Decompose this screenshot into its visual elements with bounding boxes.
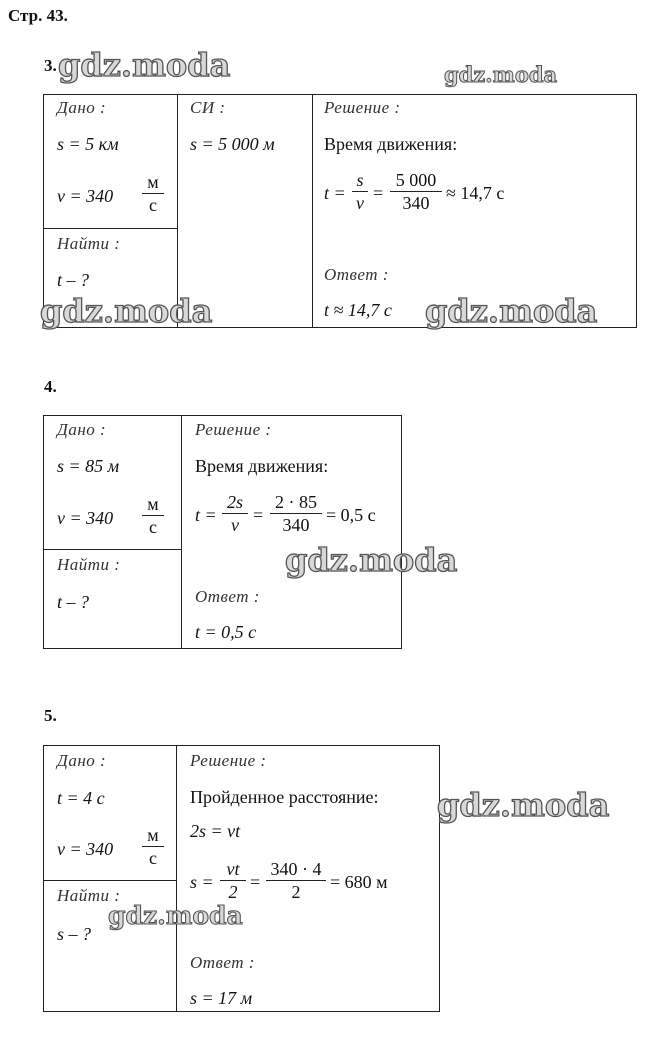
answer-label: Ответ : <box>190 953 255 972</box>
fraction-numerator: s <box>356 170 364 190</box>
given-speed: v = 340 <box>57 508 114 528</box>
given-label: Дано : <box>57 420 107 439</box>
solution-title: Пройденное расстояние: <box>190 787 379 807</box>
solution-label: Решение : <box>190 751 267 770</box>
equation-lhs: t = <box>195 505 217 525</box>
given-label: Дано : <box>57 751 107 770</box>
equation-lhs: t = <box>324 183 346 203</box>
formula-fraction <box>352 170 368 213</box>
divider <box>181 415 182 649</box>
given-distance: s = 5 км <box>57 134 119 154</box>
speed-unit-fraction <box>142 494 164 537</box>
unit-denominator: с <box>149 517 157 537</box>
find-label: Найти : <box>57 234 121 253</box>
fraction-numerator: 340 · 4 <box>270 859 322 879</box>
watermark-logo: gdz.moda <box>444 62 558 87</box>
fraction-denominator: 2 <box>228 882 238 902</box>
fraction-denominator: 340 <box>282 515 310 535</box>
find-label: Найти : <box>57 886 121 905</box>
divider <box>43 880 176 881</box>
answer-label: Ответ : <box>324 265 389 284</box>
watermark-logo: gdz.moda <box>425 292 598 330</box>
divider <box>43 228 177 229</box>
fraction-numerator: vt <box>226 859 240 879</box>
si-distance: s = 5 000 м <box>190 134 275 154</box>
unit-numerator: м <box>147 172 159 192</box>
equation-result: = 0,5 с <box>326 505 376 525</box>
fraction-denominator: 2 <box>291 882 301 902</box>
watermark-logo: gdz.moda <box>285 541 458 579</box>
equals-sign: = <box>253 505 264 525</box>
find-label: Найти : <box>57 555 121 574</box>
given-speed: v = 340 <box>57 839 114 859</box>
answer-value: t ≈ 14,7 с <box>324 300 392 320</box>
answer-value: s = 17 м <box>190 988 253 1008</box>
equation-result: ≈ 14,7 с <box>446 183 505 203</box>
fraction-numerator: 2s <box>226 492 243 512</box>
answer-value: t = 0,5 с <box>195 622 257 642</box>
watermark-logo: gdz.moda <box>40 292 213 330</box>
find-value: t – ? <box>57 270 90 290</box>
unit-denominator: с <box>149 195 157 215</box>
answer-label: Ответ : <box>195 587 260 606</box>
equals-sign: = <box>250 872 261 892</box>
speed-unit-fraction <box>142 172 164 215</box>
given-label: Дано : <box>57 98 107 117</box>
fraction-denominator: 340 <box>402 193 430 213</box>
formula-fraction <box>222 492 248 535</box>
watermark-logo: gdz.moda <box>58 46 231 84</box>
equation-step: 2s = vt <box>190 821 241 841</box>
solution-title: Время движения: <box>195 456 329 476</box>
solution-label: Решение : <box>324 98 401 117</box>
unit-numerator: м <box>147 494 159 514</box>
fraction-denominator: v <box>356 193 364 213</box>
si-label: СИ : <box>190 98 226 117</box>
find-value: s – ? <box>57 924 92 944</box>
fraction-numerator: 5 000 <box>395 170 437 190</box>
unit-numerator: м <box>147 825 159 845</box>
speed-unit-fraction <box>142 825 164 868</box>
find-value: t – ? <box>57 592 90 612</box>
solution-label: Решение : <box>195 420 272 439</box>
problem-3-number: 3. <box>44 56 57 75</box>
divider <box>312 94 313 328</box>
unit-denominator: с <box>149 848 157 868</box>
formula-fraction <box>220 859 246 902</box>
value-fraction <box>390 170 442 213</box>
problem-5-number: 5. <box>44 706 57 725</box>
given-distance: s = 85 м <box>57 456 120 476</box>
given-time: t = 4 с <box>57 788 105 808</box>
page-reference: Стр. 43. <box>8 6 68 25</box>
watermark-logo: gdz.moda <box>108 901 243 930</box>
fraction-numerator: 2 · 85 <box>275 492 317 512</box>
equation-result: = 680 м <box>330 872 388 892</box>
fraction-denominator: v <box>231 515 239 535</box>
problem-4-number: 4. <box>44 377 57 396</box>
equals-sign: = <box>373 183 384 203</box>
divider <box>176 745 177 1012</box>
solution-title: Время движения: <box>324 134 458 154</box>
equation-lhs: s = <box>190 872 214 892</box>
value-fraction <box>270 492 322 535</box>
given-speed: v = 340 <box>57 186 114 206</box>
divider <box>43 549 181 550</box>
value-fraction <box>266 859 326 902</box>
watermark-logo: gdz.moda <box>437 786 610 824</box>
